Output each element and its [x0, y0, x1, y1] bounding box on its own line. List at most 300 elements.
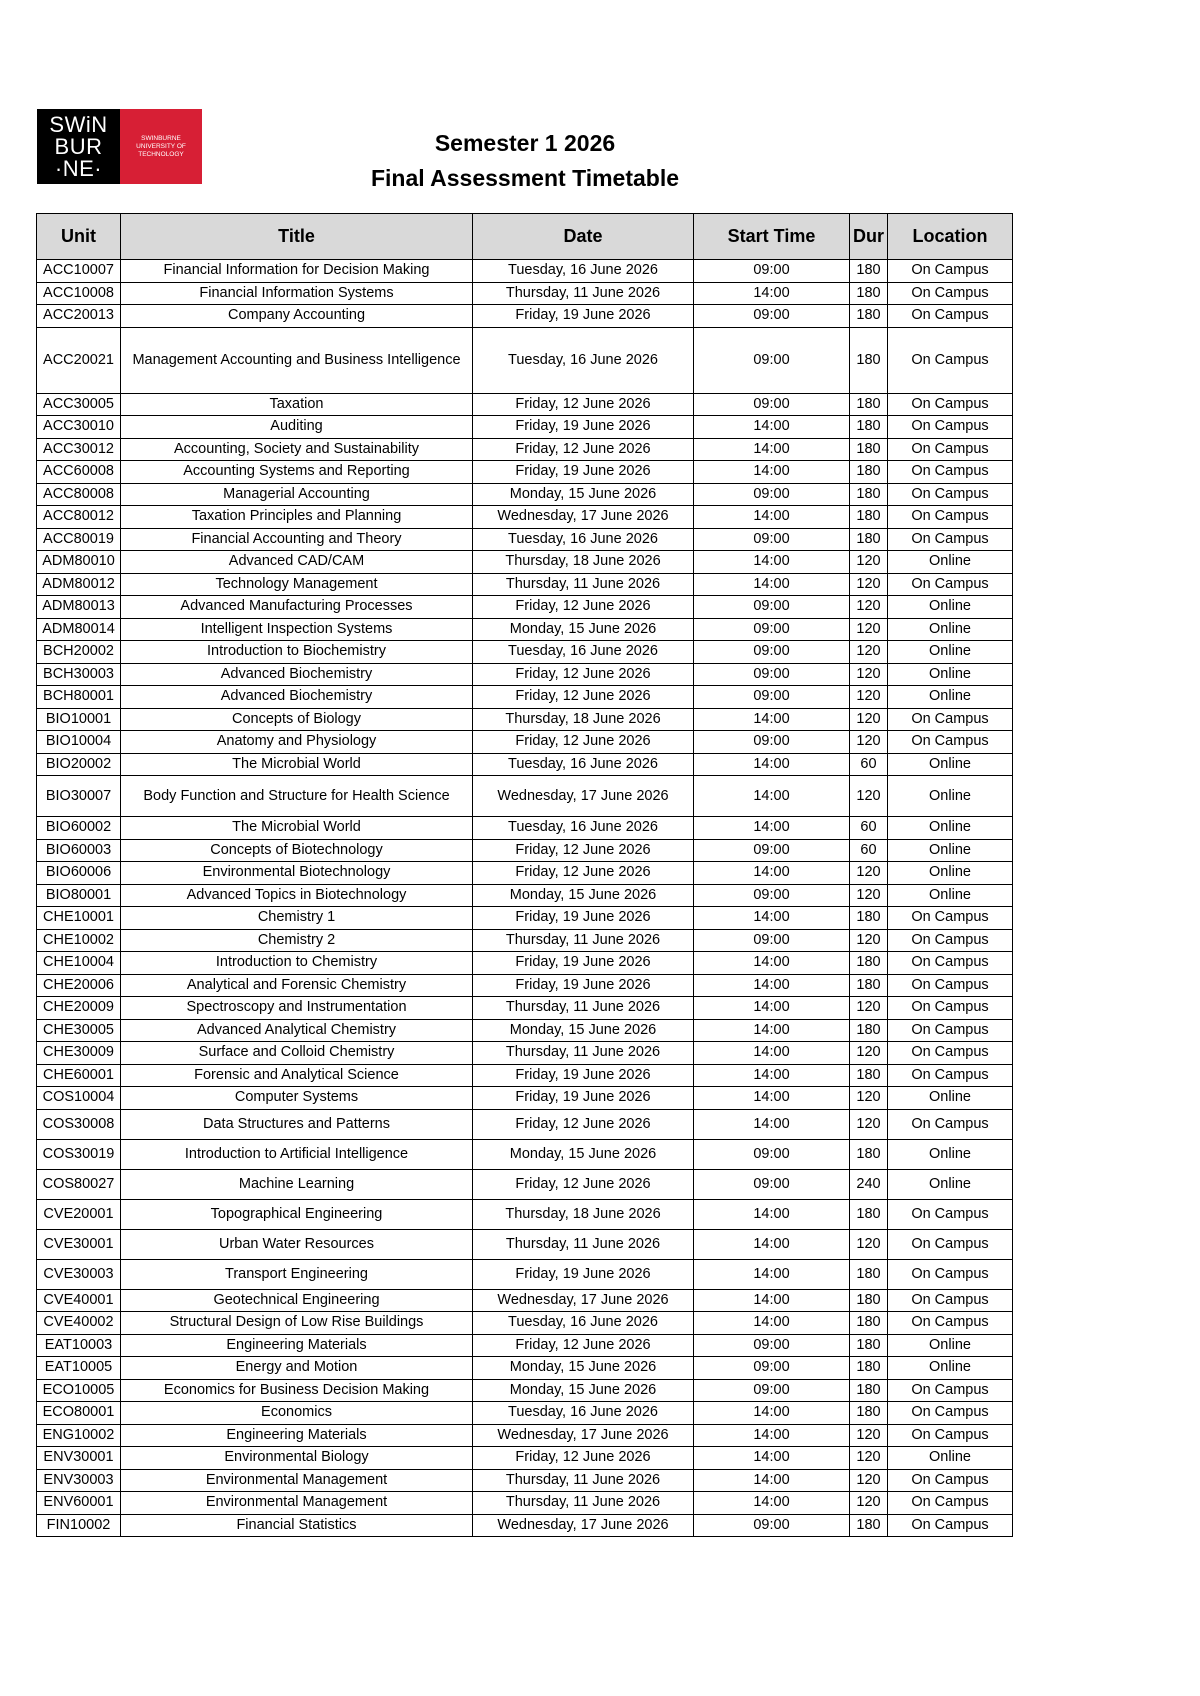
- cell-duration: 180: [850, 393, 888, 416]
- cell-location: On Campus: [888, 1042, 1013, 1065]
- table-row: [37, 817, 1013, 840]
- cell-title: The Microbial World: [121, 817, 473, 840]
- cell-duration: 180: [850, 1064, 888, 1087]
- cell-title: Advanced Biochemistry: [121, 686, 473, 709]
- cell-start-time: 09:00: [694, 1169, 850, 1199]
- cell-date: Friday, 19 June 2026: [473, 1259, 694, 1289]
- table-row: [37, 1229, 1013, 1259]
- cell-location: On Campus: [888, 997, 1013, 1020]
- cell-duration: 180: [850, 282, 888, 305]
- logo-line-2: BUR: [54, 133, 103, 159]
- cell-location: On Campus: [888, 438, 1013, 461]
- cell-date: Tuesday, 16 June 2026: [473, 327, 694, 393]
- cell-unit: BIO80001: [37, 884, 121, 907]
- cell-duration: 180: [850, 974, 888, 997]
- cell-title: Accounting, Society and Sustainability: [121, 438, 473, 461]
- cell-unit: BIO30007: [37, 776, 121, 817]
- cell-date: Thursday, 11 June 2026: [473, 282, 694, 305]
- timetable-table: [36, 213, 1013, 1537]
- cell-duration: 120: [850, 1492, 888, 1515]
- table-row: [37, 1402, 1013, 1425]
- cell-unit: BIO20002: [37, 753, 121, 776]
- cell-location: Online: [888, 884, 1013, 907]
- cell-start-time: 09:00: [694, 929, 850, 952]
- cell-location: Online: [888, 1334, 1013, 1357]
- cell-duration: 180: [850, 305, 888, 328]
- cell-duration: 120: [850, 596, 888, 619]
- table-row: [37, 1109, 1013, 1139]
- cell-duration: 120: [850, 1447, 888, 1470]
- cell-unit: CHE30005: [37, 1019, 121, 1042]
- cell-date: Friday, 19 June 2026: [473, 305, 694, 328]
- table-row: [37, 776, 1013, 817]
- table-row: [37, 1064, 1013, 1087]
- title-timetable: Final Assessment Timetable: [370, 165, 680, 191]
- cell-date: Thursday, 18 June 2026: [473, 551, 694, 574]
- cell-start-time: 09:00: [694, 1357, 850, 1380]
- table-row: [37, 862, 1013, 885]
- cell-start-time: 09:00: [694, 528, 850, 551]
- cell-date: Thursday, 11 June 2026: [473, 997, 694, 1020]
- cell-location: On Campus: [888, 1402, 1013, 1425]
- cell-date: Friday, 12 June 2026: [473, 1169, 694, 1199]
- cell-duration: 120: [850, 1087, 888, 1110]
- cell-start-time: 09:00: [694, 305, 850, 328]
- cell-unit: ENG10002: [37, 1424, 121, 1447]
- cell-date: Friday, 12 June 2026: [473, 839, 694, 862]
- table-row: [37, 839, 1013, 862]
- cell-title: Chemistry 1: [121, 907, 473, 930]
- col-header-date: Date: [473, 214, 694, 260]
- cell-date: Friday, 12 June 2026: [473, 438, 694, 461]
- cell-title: Chemistry 2: [121, 929, 473, 952]
- cell-unit: CVE40001: [37, 1289, 121, 1312]
- cell-start-time: 14:00: [694, 573, 850, 596]
- cell-date: Friday, 12 June 2026: [473, 1447, 694, 1470]
- cell-duration: 180: [850, 1334, 888, 1357]
- cell-title: Economics: [121, 1402, 473, 1425]
- page-title: [200, 126, 850, 196]
- cell-title: Environmental Biology: [121, 1447, 473, 1470]
- cell-location: On Campus: [888, 416, 1013, 439]
- cell-location: On Campus: [888, 929, 1013, 952]
- cell-date: Monday, 15 June 2026: [473, 483, 694, 506]
- cell-location: On Campus: [888, 506, 1013, 529]
- cell-date: Tuesday, 16 June 2026: [473, 753, 694, 776]
- cell-date: Wednesday, 17 June 2026: [473, 506, 694, 529]
- cell-title: Anatomy and Physiology: [121, 731, 473, 754]
- cell-title: Economics for Business Decision Making: [121, 1379, 473, 1402]
- cell-unit: CVE20001: [37, 1199, 121, 1229]
- table-row: [37, 1357, 1013, 1380]
- cell-date: Monday, 15 June 2026: [473, 884, 694, 907]
- cell-start-time: 14:00: [694, 551, 850, 574]
- table-row: [37, 1042, 1013, 1065]
- table-row: [37, 1312, 1013, 1335]
- cell-date: Friday, 19 June 2026: [473, 907, 694, 930]
- logo-subtext-block: [120, 109, 202, 184]
- cell-duration: 120: [850, 1229, 888, 1259]
- cell-title: Management Accounting and Business Intelligence: [121, 327, 473, 393]
- cell-title: Financial Information Systems: [121, 282, 473, 305]
- cell-start-time: 09:00: [694, 641, 850, 664]
- cell-date: Friday, 12 June 2026: [473, 731, 694, 754]
- logo-subtext-3: TECHNOLOGY: [138, 150, 184, 158]
- cell-duration: 180: [850, 461, 888, 484]
- cell-location: Online: [888, 862, 1013, 885]
- cell-unit: ACC10008: [37, 282, 121, 305]
- cell-unit: CHE20009: [37, 997, 121, 1020]
- table-row: [37, 1289, 1013, 1312]
- cell-duration: 60: [850, 753, 888, 776]
- cell-start-time: 14:00: [694, 1064, 850, 1087]
- timetable-body: [37, 260, 1013, 1537]
- cell-unit: BIO60006: [37, 862, 121, 885]
- cell-title: Environmental Management: [121, 1492, 473, 1515]
- cell-date: Monday, 15 June 2026: [473, 1357, 694, 1380]
- cell-location: Online: [888, 1357, 1013, 1380]
- cell-location: On Campus: [888, 974, 1013, 997]
- cell-title: Engineering Materials: [121, 1424, 473, 1447]
- cell-location: On Campus: [888, 461, 1013, 484]
- cell-date: Wednesday, 17 June 2026: [473, 1424, 694, 1447]
- cell-date: Friday, 12 June 2026: [473, 862, 694, 885]
- table-row: [37, 1514, 1013, 1537]
- cell-start-time: 14:00: [694, 461, 850, 484]
- cell-start-time: 09:00: [694, 1379, 850, 1402]
- cell-title: Advanced Biochemistry: [121, 663, 473, 686]
- cell-title: Environmental Biotechnology: [121, 862, 473, 885]
- cell-title: Engineering Materials: [121, 1334, 473, 1357]
- cell-title: Transport Engineering: [121, 1259, 473, 1289]
- cell-start-time: 09:00: [694, 260, 850, 283]
- cell-unit: ADM80014: [37, 618, 121, 641]
- cell-start-time: 14:00: [694, 1469, 850, 1492]
- cell-duration: 120: [850, 731, 888, 754]
- cell-title: Advanced Manufacturing Processes: [121, 596, 473, 619]
- cell-location: Online: [888, 596, 1013, 619]
- cell-date: Thursday, 11 June 2026: [473, 1229, 694, 1259]
- cell-location: On Campus: [888, 483, 1013, 506]
- table-row: [37, 618, 1013, 641]
- cell-unit: BIO60002: [37, 817, 121, 840]
- table-row: [37, 282, 1013, 305]
- cell-unit: CHE10004: [37, 952, 121, 975]
- cell-duration: 120: [850, 1042, 888, 1065]
- cell-duration: 120: [850, 1109, 888, 1139]
- cell-start-time: 14:00: [694, 1447, 850, 1470]
- cell-unit: ENV30003: [37, 1469, 121, 1492]
- cell-start-time: 14:00: [694, 1259, 850, 1289]
- cell-location: On Campus: [888, 282, 1013, 305]
- cell-duration: 60: [850, 817, 888, 840]
- cell-unit: ACC60008: [37, 461, 121, 484]
- cell-duration: 180: [850, 483, 888, 506]
- cell-title: Urban Water Resources: [121, 1229, 473, 1259]
- cell-title: Financial Accounting and Theory: [121, 528, 473, 551]
- cell-location: Online: [888, 1087, 1013, 1110]
- cell-unit: ENV60001: [37, 1492, 121, 1515]
- table-row: [37, 952, 1013, 975]
- cell-start-time: 14:00: [694, 1492, 850, 1515]
- cell-unit: ACC80008: [37, 483, 121, 506]
- cell-unit: ACC20013: [37, 305, 121, 328]
- cell-start-time: 09:00: [694, 731, 850, 754]
- cell-location: On Campus: [888, 708, 1013, 731]
- cell-unit: BIO60003: [37, 839, 121, 862]
- cell-duration: 240: [850, 1169, 888, 1199]
- cell-title: Taxation Principles and Planning: [121, 506, 473, 529]
- cell-title: Managerial Accounting: [121, 483, 473, 506]
- cell-date: Friday, 12 June 2026: [473, 596, 694, 619]
- table-row: [37, 974, 1013, 997]
- cell-start-time: 09:00: [694, 596, 850, 619]
- cell-date: Wednesday, 17 June 2026: [473, 776, 694, 817]
- table-row: [37, 438, 1013, 461]
- cell-title: Intelligent Inspection Systems: [121, 618, 473, 641]
- cell-location: On Campus: [888, 1514, 1013, 1537]
- col-header-duration: Dur: [850, 214, 888, 260]
- table-row: [37, 1199, 1013, 1229]
- cell-unit: ACC80019: [37, 528, 121, 551]
- cell-unit: ACC10007: [37, 260, 121, 283]
- cell-date: Tuesday, 16 June 2026: [473, 641, 694, 664]
- cell-duration: 120: [850, 686, 888, 709]
- cell-location: On Campus: [888, 1019, 1013, 1042]
- cell-start-time: 09:00: [694, 483, 850, 506]
- cell-unit: BCH80001: [37, 686, 121, 709]
- table-row: [37, 1334, 1013, 1357]
- cell-title: Surface and Colloid Chemistry: [121, 1042, 473, 1065]
- cell-duration: 120: [850, 708, 888, 731]
- cell-unit: BIO10001: [37, 708, 121, 731]
- cell-date: Monday, 15 June 2026: [473, 1379, 694, 1402]
- cell-start-time: 14:00: [694, 438, 850, 461]
- cell-date: Friday, 19 June 2026: [473, 1087, 694, 1110]
- logo-wordmark: [37, 109, 120, 184]
- cell-start-time: 14:00: [694, 282, 850, 305]
- cell-title: Introduction to Biochemistry: [121, 641, 473, 664]
- table-row: [37, 551, 1013, 574]
- table-row: [37, 528, 1013, 551]
- cell-location: On Campus: [888, 1289, 1013, 1312]
- cell-location: Online: [888, 618, 1013, 641]
- cell-location: On Campus: [888, 1064, 1013, 1087]
- cell-location: Online: [888, 641, 1013, 664]
- cell-date: Tuesday, 16 June 2026: [473, 528, 694, 551]
- cell-location: Online: [888, 1169, 1013, 1199]
- cell-unit: ECO10005: [37, 1379, 121, 1402]
- cell-title: Body Function and Structure for Health Science: [121, 776, 473, 817]
- cell-start-time: 09:00: [694, 327, 850, 393]
- cell-duration: 180: [850, 952, 888, 975]
- table-row: [37, 686, 1013, 709]
- cell-location: Online: [888, 663, 1013, 686]
- cell-location: On Campus: [888, 731, 1013, 754]
- cell-date: Friday, 19 June 2026: [473, 461, 694, 484]
- table-row: [37, 884, 1013, 907]
- cell-start-time: 09:00: [694, 1139, 850, 1169]
- cell-duration: 180: [850, 528, 888, 551]
- cell-location: On Campus: [888, 393, 1013, 416]
- cell-title: Company Accounting: [121, 305, 473, 328]
- cell-title: Taxation: [121, 393, 473, 416]
- cell-date: Friday, 12 June 2026: [473, 686, 694, 709]
- cell-date: Thursday, 11 June 2026: [473, 1492, 694, 1515]
- cell-start-time: 14:00: [694, 817, 850, 840]
- cell-unit: FIN10002: [37, 1514, 121, 1537]
- swinburne-logo: [37, 109, 202, 184]
- cell-title: Spectroscopy and Instrumentation: [121, 997, 473, 1020]
- cell-duration: 120: [850, 618, 888, 641]
- cell-duration: 120: [850, 776, 888, 817]
- cell-duration: 120: [850, 551, 888, 574]
- cell-unit: COS10004: [37, 1087, 121, 1110]
- table-row: [37, 305, 1013, 328]
- cell-unit: CVE30001: [37, 1229, 121, 1259]
- cell-start-time: 14:00: [694, 997, 850, 1020]
- cell-title: Forensic and Analytical Science: [121, 1064, 473, 1087]
- logo-line-3: ·NE·: [54, 155, 103, 181]
- cell-start-time: 14:00: [694, 974, 850, 997]
- cell-start-time: 14:00: [694, 952, 850, 975]
- cell-title: The Microbial World: [121, 753, 473, 776]
- cell-location: On Campus: [888, 1259, 1013, 1289]
- cell-unit: CHE30009: [37, 1042, 121, 1065]
- cell-duration: 180: [850, 438, 888, 461]
- cell-title: Financial Information for Decision Making: [121, 260, 473, 283]
- cell-duration: 180: [850, 1312, 888, 1335]
- cell-unit: BCH20002: [37, 641, 121, 664]
- cell-date: Wednesday, 17 June 2026: [473, 1289, 694, 1312]
- cell-location: On Campus: [888, 327, 1013, 393]
- cell-date: Tuesday, 16 June 2026: [473, 260, 694, 283]
- table-row: [37, 1379, 1013, 1402]
- cell-title: Auditing: [121, 416, 473, 439]
- cell-date: Friday, 12 June 2026: [473, 663, 694, 686]
- cell-unit: CHE10001: [37, 907, 121, 930]
- cell-unit: CVE30003: [37, 1259, 121, 1289]
- cell-duration: 180: [850, 1199, 888, 1229]
- cell-duration: 120: [850, 573, 888, 596]
- cell-title: Topographical Engineering: [121, 1199, 473, 1229]
- cell-start-time: 14:00: [694, 1289, 850, 1312]
- cell-start-time: 09:00: [694, 839, 850, 862]
- col-header-start-time: Start Time: [694, 214, 850, 260]
- cell-location: On Campus: [888, 573, 1013, 596]
- table-row: [37, 1139, 1013, 1169]
- cell-location: Online: [888, 753, 1013, 776]
- col-header-title: Title: [121, 214, 473, 260]
- cell-unit: COS30008: [37, 1109, 121, 1139]
- cell-start-time: 14:00: [694, 1424, 850, 1447]
- cell-title: Concepts of Biology: [121, 708, 473, 731]
- cell-start-time: 09:00: [694, 393, 850, 416]
- table-row: [37, 929, 1013, 952]
- cell-date: Tuesday, 16 June 2026: [473, 817, 694, 840]
- cell-duration: 180: [850, 327, 888, 393]
- table-row: [37, 573, 1013, 596]
- cell-date: Monday, 15 June 2026: [473, 1019, 694, 1042]
- cell-start-time: 14:00: [694, 1229, 850, 1259]
- cell-start-time: 14:00: [694, 416, 850, 439]
- cell-date: Thursday, 18 June 2026: [473, 708, 694, 731]
- cell-date: Friday, 19 June 2026: [473, 416, 694, 439]
- cell-title: Environmental Management: [121, 1469, 473, 1492]
- cell-date: Thursday, 18 June 2026: [473, 1199, 694, 1229]
- cell-location: On Campus: [888, 1109, 1013, 1139]
- cell-date: Monday, 15 June 2026: [473, 618, 694, 641]
- cell-unit: CHE60001: [37, 1064, 121, 1087]
- cell-location: Online: [888, 1139, 1013, 1169]
- cell-unit: CHE10002: [37, 929, 121, 952]
- table-row: [37, 1469, 1013, 1492]
- table-row: [37, 907, 1013, 930]
- cell-title: Advanced Topics in Biotechnology: [121, 884, 473, 907]
- table-row: [37, 260, 1013, 283]
- cell-start-time: 14:00: [694, 1087, 850, 1110]
- cell-title: Energy and Motion: [121, 1357, 473, 1380]
- table-row: [37, 1019, 1013, 1042]
- cell-date: Monday, 15 June 2026: [473, 1139, 694, 1169]
- table-row: [37, 1447, 1013, 1470]
- cell-date: Friday, 19 June 2026: [473, 974, 694, 997]
- cell-duration: 120: [850, 997, 888, 1020]
- cell-start-time: 14:00: [694, 708, 850, 731]
- table-row: [37, 416, 1013, 439]
- cell-duration: 180: [850, 907, 888, 930]
- cell-date: Friday, 12 June 2026: [473, 1109, 694, 1139]
- cell-title: Machine Learning: [121, 1169, 473, 1199]
- cell-unit: COS80027: [37, 1169, 121, 1199]
- cell-start-time: 14:00: [694, 1042, 850, 1065]
- table-row: [37, 1169, 1013, 1199]
- cell-start-time: 09:00: [694, 686, 850, 709]
- cell-duration: 180: [850, 1514, 888, 1537]
- table-row: [37, 997, 1013, 1020]
- cell-start-time: 14:00: [694, 1402, 850, 1425]
- cell-date: Friday, 19 June 2026: [473, 1064, 694, 1087]
- cell-duration: 180: [850, 1019, 888, 1042]
- table-row: [37, 483, 1013, 506]
- cell-location: On Campus: [888, 260, 1013, 283]
- table-row: [37, 461, 1013, 484]
- table-row: [37, 1424, 1013, 1447]
- cell-location: On Campus: [888, 1379, 1013, 1402]
- cell-date: Thursday, 11 June 2026: [473, 929, 694, 952]
- cell-unit: ADM80012: [37, 573, 121, 596]
- cell-duration: 180: [850, 1357, 888, 1380]
- cell-date: Thursday, 11 June 2026: [473, 1042, 694, 1065]
- cell-date: Friday, 19 June 2026: [473, 952, 694, 975]
- title-semester: Semester 1 2026: [434, 130, 616, 156]
- cell-location: Online: [888, 686, 1013, 709]
- cell-date: Thursday, 11 June 2026: [473, 1469, 694, 1492]
- cell-location: Online: [888, 839, 1013, 862]
- cell-unit: ENV30001: [37, 1447, 121, 1470]
- cell-location: On Campus: [888, 1424, 1013, 1447]
- cell-location: On Campus: [888, 305, 1013, 328]
- logo-subtext-2: UNIVERSITY OF: [136, 142, 186, 150]
- cell-unit: COS30019: [37, 1139, 121, 1169]
- cell-start-time: 09:00: [694, 1514, 850, 1537]
- cell-start-time: 14:00: [694, 907, 850, 930]
- cell-duration: 120: [850, 862, 888, 885]
- cell-location: On Campus: [888, 1312, 1013, 1335]
- logo-subtext-1: SWINBURNE: [141, 134, 181, 142]
- col-header-location: Location: [888, 214, 1013, 260]
- cell-unit: ADM80013: [37, 596, 121, 619]
